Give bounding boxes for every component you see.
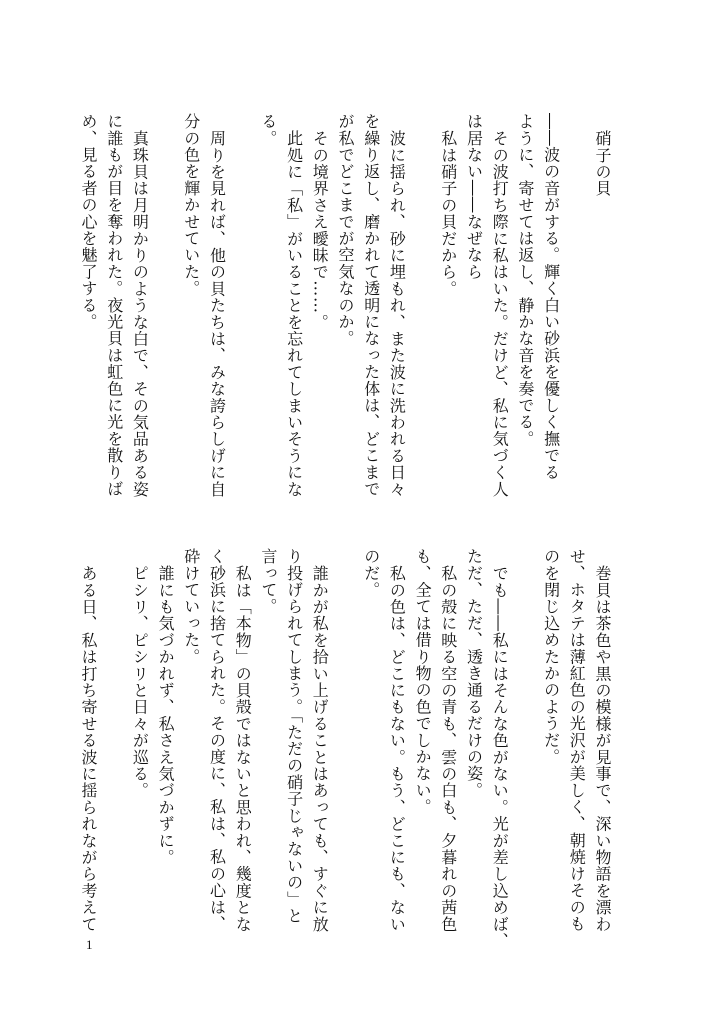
text-line: ただ、ただ、透き通るだけの姿。 xyxy=(464,548,484,799)
text-line: でも――私にはそんな色がない。光が差し込めば、 xyxy=(490,565,510,950)
text-line: 砕けていった。 xyxy=(181,548,201,665)
text-line: ように、寄せては返し、静かな音を奏でる。 xyxy=(515,113,535,447)
text-line: め、見る者の心を魅了する。 xyxy=(79,113,98,331)
page-number: 1 xyxy=(86,937,93,952)
text-line: せ、ホタテは薄紅色の光沢が美しく、朝焼けそのも xyxy=(567,548,587,933)
text-line: のだ。 xyxy=(361,548,381,599)
text-line: 言って。 xyxy=(258,548,278,615)
text-line: のを閉じ込めたかのようだ。 xyxy=(541,548,561,766)
text-line: 巻貝は茶色や黒の模様が見事で、深い物語を漂わ xyxy=(593,565,612,933)
text-line: 波に揺られ、砂に埋もれ、また波に洗われる日々 xyxy=(387,130,407,498)
text-line: く砂浜に捨てられた。その度に、私は、私の心は、 xyxy=(207,548,227,933)
text-line: り投げられてしまう。「ただの硝子じゃないの」と xyxy=(284,548,304,925)
text-line: 私は「本物」の貝殻ではないと思われ、幾度とな xyxy=(233,565,253,933)
text-line: ある日、私は打ち寄せる波に揺られながら考えて xyxy=(79,565,98,933)
text-line: ピシリ、ピシリと日々が巡る。 xyxy=(130,565,150,799)
text-line: 分の色を輝かせていた。 xyxy=(181,113,201,297)
text-line: 此処に「私」がいることを忘れてしまいそうにな xyxy=(284,130,304,498)
text-line: 私の殻に映る空の青も、雲の白も、夕暮れの茜色 xyxy=(438,565,458,933)
text-line: が私でどこまでが空気なのか。 xyxy=(336,113,355,347)
text-line: は居ない――なぜなら xyxy=(464,113,484,280)
text-line: も、全ては借り物の色でしかない。 xyxy=(413,548,433,816)
text-line: を繰り返し、磨かれて透明になった体は、どこまで xyxy=(361,113,381,498)
text-line: 私の色は、どこにもない。もう、どこにも、ない xyxy=(387,565,407,933)
text-line: る。 xyxy=(258,113,278,147)
text-line: 私は硝子の貝だから。 xyxy=(438,130,458,297)
text-line: その境界さえ曖昧で……。 xyxy=(310,130,330,331)
text-line: その波打ち際に私はいた。だけど、私に気づく人 xyxy=(490,130,510,498)
text-line: 誰にも気づかれず、私さえ気づかずに。 xyxy=(156,565,176,866)
text-line: 誰かが私を拾い上げることはあっても、すぐに放 xyxy=(310,565,330,933)
document-title: 硝子の貝 xyxy=(593,130,612,197)
text-line: に誰もが目を奪われた。夜光貝は虹色に光を散りば xyxy=(104,113,124,498)
text-line: 真珠貝は月明かりのような白で、その気品ある姿 xyxy=(130,130,150,498)
text-line: 周りを見れば、他の貝たちは、みな誇らしげに自 xyxy=(207,130,227,498)
text-line: ――波の音がする。輝く白い砂浜を優しく撫でる xyxy=(541,113,561,481)
